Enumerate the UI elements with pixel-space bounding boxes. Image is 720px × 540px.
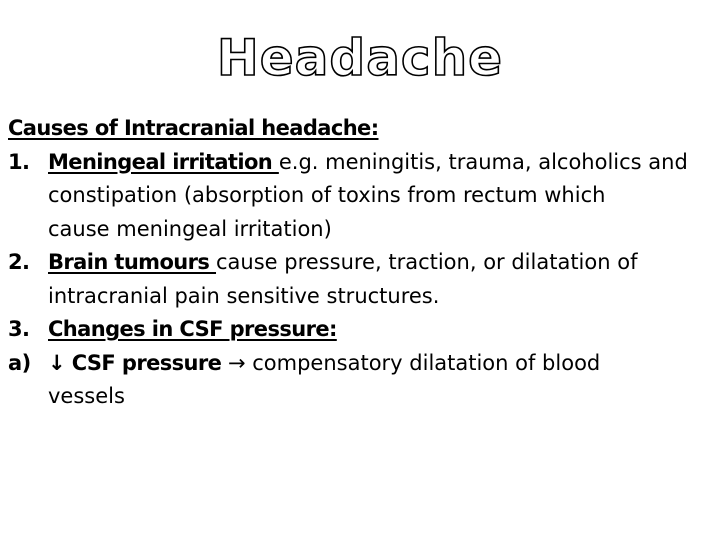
list-marker-2: 2. — [8, 250, 30, 274]
list-marker-3: 3. — [8, 317, 30, 341]
item-1-text-line1: e.g. meningitis, trauma, alcoholics and — [278, 149, 688, 174]
list-marker-1: 1. — [8, 149, 30, 174]
sub-item-a-text-line2: vessels — [48, 384, 125, 408]
sub-item-a — [8, 347, 716, 381]
sub-item-a-text-line1: compensatory dilatation of blood — [252, 350, 601, 375]
item-1-term: Meningeal irritation — [48, 149, 279, 174]
list-item-2 — [8, 246, 716, 280]
list-item-3 — [8, 313, 716, 347]
item-1-text-line2: constipation (absorption of toxins from rectum which — [48, 183, 606, 207]
slide-content — [8, 112, 716, 414]
sub-item-a-prefix: ↓ CSF pressure — [48, 350, 222, 375]
slide-title: Headache — [216, 29, 504, 87]
section-heading: Causes of Intracranial headache: — [8, 116, 379, 140]
right-arrow-icon: → — [221, 350, 253, 375]
item-2-text-line1: cause pressure, traction, or dilatation of — [216, 250, 638, 274]
item-3-term: Changes in CSF pressure: — [48, 317, 337, 341]
item-2-term: Brain tumours — [48, 250, 217, 274]
list-item-1 — [8, 146, 716, 180]
item-1-text-line3: cause meningeal irritation) — [48, 216, 332, 241]
sub-marker-a: a) — [8, 350, 31, 375]
item-2-text-line2: intracranial pain sensitive structures. — [48, 283, 440, 308]
